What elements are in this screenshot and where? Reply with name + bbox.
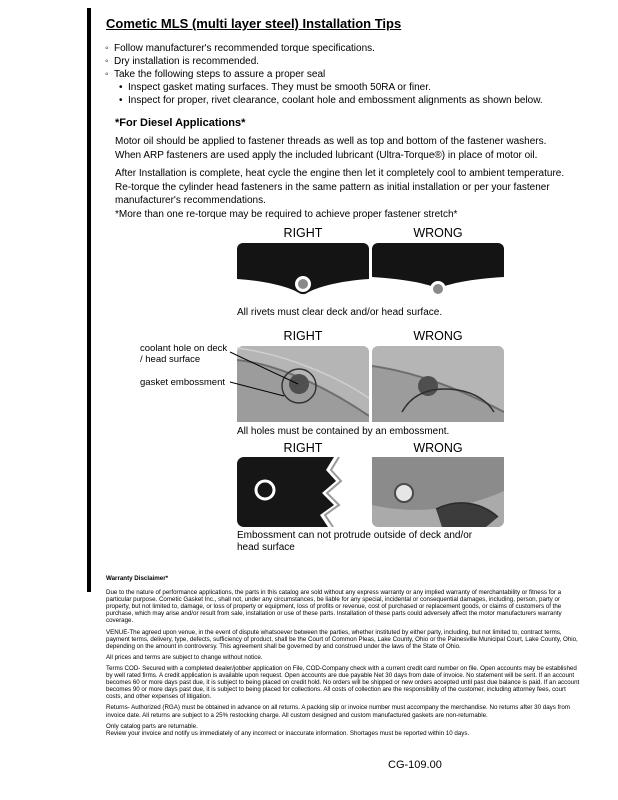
embossment-protrusion-right-image bbox=[237, 457, 369, 527]
warranty-heading: Warranty Disclaimer* bbox=[106, 575, 169, 582]
list-sub-item bbox=[119, 94, 590, 107]
warranty-paragraph: Only catalog parts are returnable. bbox=[106, 722, 198, 730]
warranty-paragraph: Returns- Authorized (RGA) must be obtained in advance on all returns. A packing slip or invoice number must accompany the merchandise. No returns after 30 days from invoice date. All returns are subject to a 25% restocking charge. All custom designed and custom manufactured gaskets are non-returnable. bbox=[106, 704, 570, 719]
row2-wrong-header: WRONG bbox=[413, 329, 463, 343]
warranty-paragraph: Terms COD- Secured with a completed dealer/jobber application on File, COD-Company check with a current credit card number on file. Open accounts may be established by well rated firms. A credit application is available upon request. Open accounts are due payable Net 30 days from date of invoice. No statement will be sent. If an account becomes 60 or more days past due, it is subject to being placed on credit hold. No orders will be shipped or new orders accepted until past due balance is paid. If an account becomes 90 or more days past due, it is subject to being placed for collections. All costs of collection are the responsibility of the customer, including attorney fees, court costs, and other expenses of litigation. bbox=[106, 664, 580, 701]
warranty-paragraph: Due to the nature of performance applications, the parts in this catalog are sold without any express warranty or any implied warranty of merchantability or fitness for a particular purpose. Cometic Gasket Inc., shall not, under any circumstances, be liable for any special, incidental or consequential damages, including, person, party or property, but not limited to, damage, or loss of property or equipment, loss of profits or revenue, cost of purchased or replacement goods, or claims of customers of the purchase, which may arise and/or result from sale, installation or use of these parts. Installation of these parts could adversely affect the motor manufacturers warranty coverage. bbox=[106, 589, 562, 625]
diesel-applications-heading: *For Diesel Applications* bbox=[115, 117, 246, 129]
embossment-protrusion-wrong-image bbox=[372, 457, 504, 527]
list-sub-item bbox=[119, 81, 590, 94]
list-item bbox=[105, 68, 590, 81]
row1-right-header: RIGHT bbox=[283, 226, 323, 240]
list-item-text: ◦ Take the following steps to assure a proper seal bbox=[114, 69, 326, 80]
diesel-paragraph-2: After Installation is complete, heat cycle the engine then let it completely cool to ambient temperature. Re-torque the cylinder head fasteners in the same pattern as initial installation or per your fastener manufacturer's recommendations. bbox=[115, 168, 565, 206]
embossment-containment-right-image bbox=[237, 346, 369, 422]
row2-caption: All holes must be contained by an embossment. bbox=[237, 426, 450, 437]
rivet-clearance-wrong-image bbox=[372, 243, 504, 300]
warranty-paragraph: VENUE-The agreed upon venue, in the event of dispute whatsoever between the parties, whether instituted by either party, including, but not limited to, contract terms, payment terms, delivery, type, defects, sufficiency of product, shall be the Court of Common Pleas, Lake County, Ohio or the Painesville Municipal Court, Lake County, Ohio, depending on the amount in controversy. This agreement shall be governed by and construed under the laws of the State of Ohio. bbox=[106, 628, 578, 650]
gasket-embossment-label: gasket embossment bbox=[140, 377, 226, 388]
list-item-text: ◦ Follow manufacturer's recommended torque specifications. bbox=[114, 43, 375, 54]
warranty-paragraph: Review your invoice and notify us immediately of any incorrect or inaccurate information. Shortages must be reported within 10 days. bbox=[106, 729, 470, 737]
installation-tips-list bbox=[105, 42, 590, 107]
retorque-note: *More than one re-torque may be required to achieve proper fastener stretch* bbox=[115, 209, 458, 220]
embossment-containment-wrong-image bbox=[372, 346, 504, 422]
row1-wrong-header: WRONG bbox=[413, 226, 463, 240]
page-code: CG-109.00 bbox=[388, 759, 442, 771]
list-item bbox=[105, 55, 590, 68]
row3-wrong-header: WRONG bbox=[413, 441, 463, 455]
warranty-paragraph: All prices and terms are subject to change without notice. bbox=[106, 653, 263, 661]
left-margin-rule bbox=[87, 8, 91, 592]
list-item-text: • Inspect gasket mating surfaces. They must be smooth 50RA or finer. bbox=[128, 82, 431, 93]
list-item-text: ◦ Dry installation is recommended. bbox=[114, 56, 260, 67]
warranty-disclaimer-section bbox=[106, 575, 580, 741]
rivet-clearance-right-image bbox=[237, 243, 369, 300]
page-title: Cometic MLS (multi layer steel) Installation Tips bbox=[106, 16, 402, 31]
coolant-hole-label: coolant hole on deck / head surface bbox=[140, 343, 228, 365]
row3-right-header: RIGHT bbox=[283, 441, 323, 455]
row1-caption: All rivets must clear deck and/or head surface. bbox=[237, 307, 443, 318]
diesel-paragraph-1: Motor oil should be applied to fastener threads as well as top and bottom of the fastener washers. When ARP fasteners are used apply the included lubricant (Ultra-Torque®) in place of motor oil. bbox=[115, 136, 547, 161]
list-item bbox=[105, 42, 590, 55]
row2-right-header: RIGHT bbox=[283, 329, 323, 343]
row3-caption: Embossment can not protrude outside of deck and/or head surface bbox=[237, 530, 473, 553]
list-item-text: • Inspect for proper, rivet clearance, coolant hole and embossment alignments as shown below. bbox=[128, 95, 543, 106]
